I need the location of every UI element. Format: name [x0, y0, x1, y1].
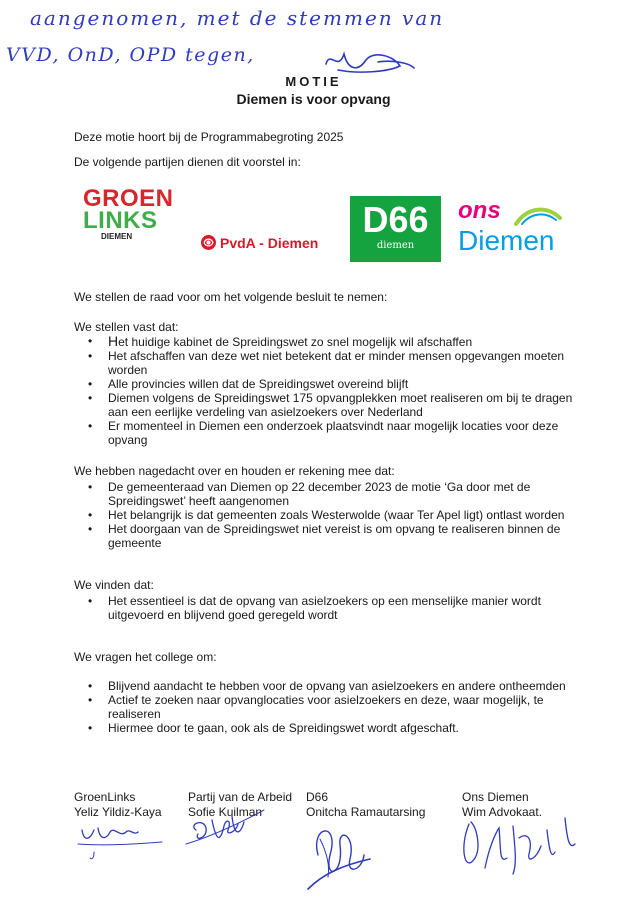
rose-icon: [200, 234, 217, 251]
list-nagedacht: [74, 480, 574, 550]
intro-line-2: De volgende partijen dienen dit voorstel in:: [74, 155, 301, 169]
groenlinks-logo: [83, 185, 174, 241]
groenlinks-logo-sub: DIEMEN: [101, 232, 133, 241]
signatory-name: Sofie Kuilman: [188, 804, 263, 819]
list-vragen: [74, 679, 574, 735]
pvda-logo-text: PvdA - Diemen: [220, 235, 319, 251]
handwritten-note-line1: aangenomen, met de stemmen van: [30, 6, 445, 30]
pvda-logo: [200, 234, 318, 251]
signatory-party: Partij van de Arbeid: [188, 790, 293, 804]
handwritten-note-line2: VVD, OnD, OPD tegen,: [6, 44, 255, 66]
list-item: • Er momenteel in Diemen een onderzoek plaatsvindt naar mogelijk locaties voor deze opvang: [74, 419, 574, 447]
onsdiemen-logo-word1: ons: [458, 197, 501, 224]
list-item: • Het doorgaan van de Spreidingswet niet vereist is om opvang te realiseren binnen de gemeente: [74, 522, 574, 550]
signature-kuilman: [182, 806, 272, 856]
list-item: • Actief te zoeken naar opvanglocaties voor asielzoekers en deze, waar mogelijk, te realiseren: [74, 693, 574, 721]
signatory-name: Onitcha Ramautarsing: [306, 804, 426, 819]
list-item: • De gemeenteraad van Diemen op 22 december 2023 de motie ‘Ga door met de Spreidingswet’ heeft aangenomen: [74, 480, 574, 508]
list-item: • Alle provincies willen dat de Spreidingswet overeind blijft: [74, 377, 574, 391]
section-heading-vragen: We vragen het college om:: [74, 650, 217, 664]
document-subtitle: Diemen is voor opvang: [236, 91, 391, 107]
list-item-text: et huidige kabinet de Spreidingswet zo snel mogelijk wil afschaffen: [118, 335, 473, 349]
signatory-groenlinks: [74, 790, 162, 819]
proposal-sentence: We stellen de raad voor om het volgende besluit te nemen:: [74, 290, 388, 304]
signature-yildiz-kaya: [76, 818, 166, 864]
list-vaststellen: [74, 334, 574, 447]
list-item: • Diemen volgens de Spreidingswet 175 opvangplekken moet realiseren om bij te dragen aan een eerlijke verdeling van asielzoekers over Nederland: [74, 391, 574, 419]
signatory-name: Wim Advokaat.: [462, 804, 543, 819]
list-item: • Het belangrijk is dat gemeenten zoals Westerwolde (waar Ter Apel ligt) ontlast worden: [74, 508, 574, 522]
signature-ramautarsing: [300, 815, 380, 895]
list-item: • Het huidige kabinet de Spreidingswet zo snel mogelijk wil afschaffen: [74, 334, 574, 349]
list-vinden: [74, 594, 574, 622]
list-item: • Hiermee door te gaan, ook als de Spreidingswet wordt afgeschaft.: [74, 721, 574, 735]
list-item: • Het essentieel is dat de opvang van asielzoekers op een menselijke manier wordt uitgevoerd en blijvend goed geregeld wordt: [74, 594, 574, 622]
document-title: MOTIE: [285, 74, 342, 89]
signatory-party: GroenLinks: [74, 790, 136, 804]
list-item: • Blijvend aandacht te hebben voor de opvang van asielzoekers en andere ontheemden: [74, 679, 574, 693]
d66-logo: [350, 196, 441, 262]
bridge-icon: [514, 204, 564, 226]
section-heading-vaststellen: We stellen vast dat:: [74, 320, 179, 334]
list-item: • Het afschaffen van deze wet niet betekent dat er minder mensen opgevangen moeten worden: [74, 349, 574, 377]
signatory-name: Yeliz Yildiz-Kaya: [74, 804, 162, 819]
d66-logo-text: D66: [362, 199, 429, 240]
section-heading-vinden: We vinden dat:: [74, 578, 154, 592]
groenlinks-logo-word1: GROEN: [83, 185, 174, 212]
signatory-party: Ons Diemen: [462, 790, 529, 804]
groenlinks-logo-word2: LINKS: [83, 207, 158, 234]
signatory-party: D66: [306, 790, 329, 804]
onsdiemen-logo: [458, 198, 554, 256]
section-heading-nagedacht: We hebben nagedacht over en houden er rekening mee dat:: [74, 464, 395, 478]
d66-logo-sub: diemen: [376, 240, 415, 251]
onsdiemen-logo-word2: Diemen: [458, 225, 555, 256]
signature-advokaat: [455, 808, 595, 888]
intro-line-1: Deze motie hoort bij de Programmabegroting 2025: [74, 130, 344, 144]
